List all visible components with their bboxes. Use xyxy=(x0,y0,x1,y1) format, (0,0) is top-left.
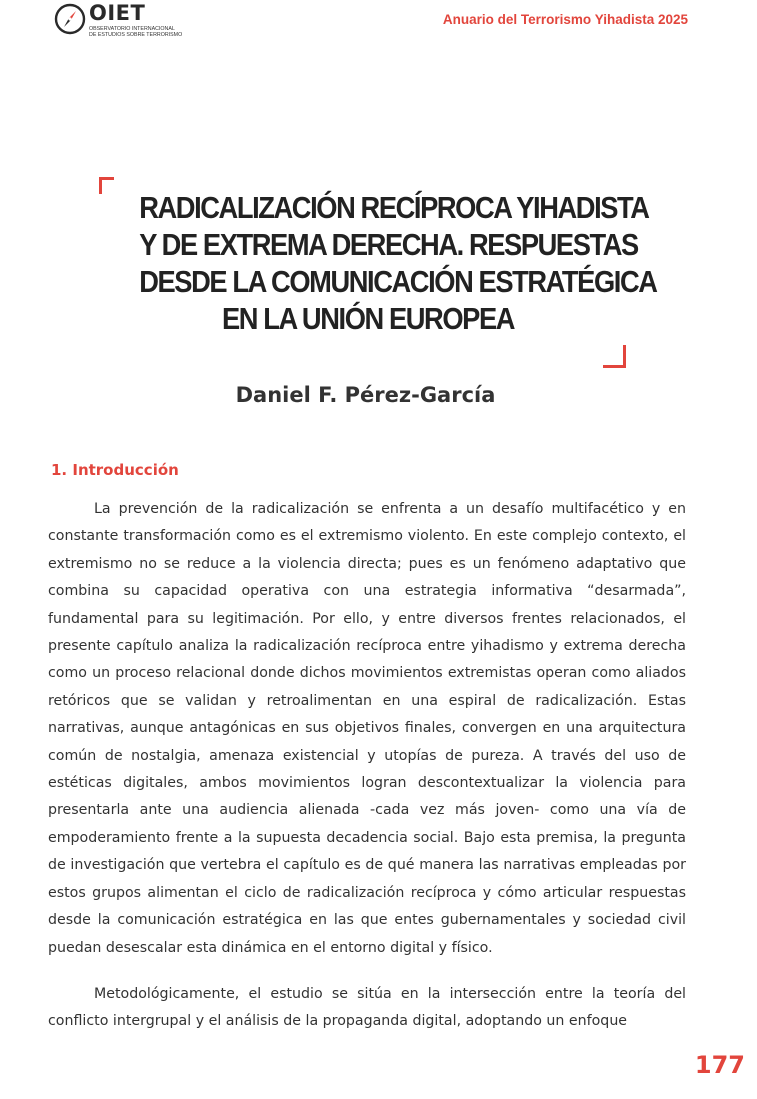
page-number: 177 xyxy=(694,1051,745,1079)
title-line: DESDE LA COMUNICACIÓN ESTRATÉGICA xyxy=(139,264,657,299)
paragraph: La prevención de la radicalización se enfrenta a un desafío multifacético y en constante transformación como es el extremismo violento. En este complejo contexto, el extremismo no se reduce a la violencia directa; pues es un fenómeno adaptativo que combina su capacidad operativa con una estrategia informativa “desarmada”, fundamental para su legitimación. Por ello, y entre diversos frentes relacionados, el presente capítulo analiza la radicalización recíproca entre yihadismo y extrema derecha como un proceso relacional donde dichos movimientos extremistas operan como aliados retóricos que se validan y retroalimentan en una espiral de radicalización. Estas narrativas, aunque antagónicas en sus objetivos finales, convergen en una arquitectura común de nostalgia, amenaza existencial y utopías de pureza. A través del uso de estéticas digitales, ambos movimientos logran descontextualizar la violencia para presentarla ante una audiencia alienada -cada vez más joven- como una vía de empoderamiento frente a la supuesta decadencia social. Bajo esta premisa, la pregunta de investigación que vertebra el capítulo es de qué manera las narrativas empleadas por estos grupos alimentan el ciclo de radicalización recíproca y cómo articular respuestas desde la comunicación estratégica en las que entes gubernamentales y sociedad civil puedan desescalar esta dinámica en el entorno digital y físico. xyxy=(48,501,686,956)
logo-subtitle xyxy=(89,26,182,38)
body-text xyxy=(48,496,686,1055)
title-line: EN LA UNIÓN EUROPEA xyxy=(221,301,515,336)
author-name: Daniel F. Pérez-García xyxy=(235,383,496,407)
section-heading: 1. Introducción xyxy=(51,461,179,479)
oiet-logo xyxy=(54,3,194,39)
title-line: RADICALIZACIÓN RECÍPROCA YIHADISTA xyxy=(139,190,649,225)
chapter-title xyxy=(139,189,657,337)
title-line: Y DE EXTREMA DERECHA. RESPUESTAS xyxy=(139,227,638,262)
logo-subtitle-line: DE ESTUDIOS SOBRE TERRORISMO xyxy=(89,32,183,38)
title-bracket-top-left xyxy=(99,177,114,194)
paragraph: Metodológicamente, el estudio se sitúa en la intersección entre la teoría del conflicto intergrupal y el análisis de la propaganda digital, adoptando un enfoque xyxy=(48,985,686,1030)
compass-icon xyxy=(54,3,86,35)
running-title: Anuario del Terrorismo Yihadista 2025 xyxy=(442,12,688,27)
title-bracket-bottom-right xyxy=(603,345,626,368)
logo-wordmark: OIET xyxy=(89,1,146,25)
logo-subtitle-line: OBSERVATORIO INTERNACIONAL xyxy=(89,26,175,32)
